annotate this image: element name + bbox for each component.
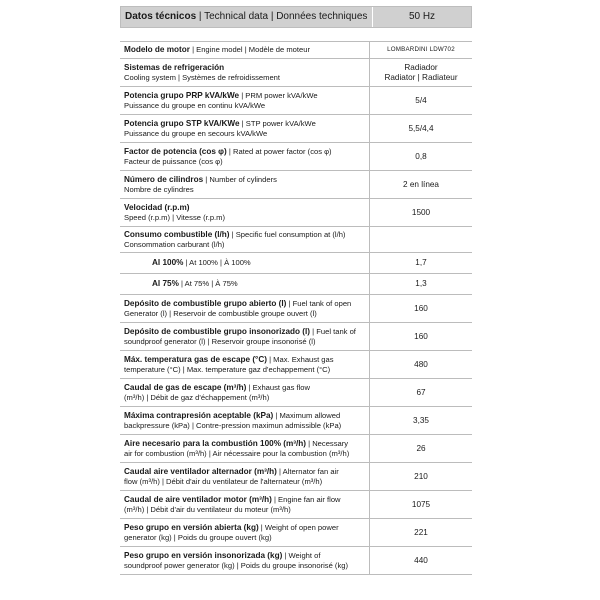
row-label	[120, 351, 370, 378]
row-label-translation: | At 100% | À 100%	[183, 258, 251, 267]
row-label-es: Al 100%	[152, 258, 184, 267]
table-header	[120, 6, 472, 28]
table-row	[120, 59, 472, 87]
row-label-translation: | At 75% | À 75%	[178, 279, 238, 288]
row-label-line1	[124, 411, 365, 421]
row-label-line1	[124, 203, 365, 213]
row-label	[120, 407, 370, 434]
row-label-translation: | Weight of	[282, 550, 321, 560]
table-row	[120, 41, 472, 59]
row-value-main: 0,8	[415, 151, 427, 161]
row-label-translation: | Maximum allowed	[273, 410, 341, 420]
row-label	[120, 87, 370, 114]
row-value	[370, 227, 472, 252]
table-row	[120, 253, 472, 274]
row-label-translation: | Fuel tank of open	[286, 298, 352, 308]
header-title-es: Datos técnicos	[125, 11, 197, 22]
row-value	[370, 295, 472, 322]
row-label-translation: | Max. Exhaust gas	[266, 354, 334, 364]
table-row	[120, 199, 472, 227]
row-label-translation: | Rated at power factor (cos φ)	[226, 146, 332, 156]
row-label-es: Potencia grupo PRP kVA/kWe	[124, 90, 240, 100]
table-row	[120, 407, 472, 435]
row-label	[120, 547, 370, 574]
row-label-line1	[124, 467, 365, 477]
table-row	[120, 547, 472, 575]
row-label-line1	[124, 327, 365, 337]
row-label-es: Potencia grupo STP kVA/KWe	[124, 118, 240, 128]
row-label	[120, 59, 370, 86]
row-label-line2: (m³/h) | Débit de gaz d'échappement (m³/h)	[124, 392, 270, 402]
row-value	[370, 463, 472, 490]
row-label-line1	[124, 63, 365, 73]
row-label-es: Máx. temperatura gas de escape (°C)	[124, 354, 267, 364]
row-label-translation: | Engine fan air flow	[271, 494, 341, 504]
table-row	[120, 87, 472, 115]
row-label	[120, 435, 370, 462]
row-label-line1	[124, 175, 365, 185]
row-label-line2: Nombre de cylindres	[124, 184, 194, 194]
row-value-main: 440	[414, 555, 428, 565]
row-label-line2: Speed (r.p.m) | Vitesse (r.p.m)	[124, 212, 226, 222]
header-title-translations: | Technical data | Données techniques	[196, 11, 368, 22]
row-value-main: 26	[416, 443, 426, 453]
row-value	[370, 143, 472, 170]
row-label	[120, 42, 370, 58]
row-label-translation: | Exhaust gas flow	[246, 382, 311, 392]
row-label-es: Caudal de aire ventilador motor (m³/h)	[124, 494, 272, 504]
row-value-main: LOMBARDINI LDW702	[387, 46, 455, 53]
row-label-line2: Consommation carburant (l/h)	[124, 239, 225, 249]
row-value	[370, 42, 472, 58]
row-value-main: 3,35	[413, 415, 429, 425]
row-label-line2: air for combustion (m³/h) | Air nécessaire pour la combustion (m³/h)	[124, 448, 350, 458]
row-value	[370, 379, 472, 406]
row-label-line2: temperature (°C) | Max. temperature gaz d'echappement (°C)	[124, 364, 331, 374]
row-value-main: 1,3	[415, 279, 427, 288]
row-label-es: Al 75%	[152, 279, 179, 288]
row-label-line2: Generator (l) | Reservoir de combustible groupe ouvert (l)	[124, 308, 317, 318]
row-label-line1	[124, 119, 365, 129]
row-label-es: Velocidad (r.p.m)	[124, 202, 190, 212]
row-label-line2: generator (kg) | Poids du groupe ouvert (kg)	[124, 532, 272, 542]
row-value-main: 5/4	[415, 95, 427, 105]
row-value	[370, 115, 472, 142]
row-label-es: Sistemas de refrigeración	[124, 62, 225, 72]
row-label-line1	[124, 439, 365, 449]
row-label-translation: | Alternator fan air	[276, 466, 339, 476]
row-label	[120, 115, 370, 142]
row-label-translation: | Fuel tank of	[310, 326, 356, 336]
row-value	[370, 199, 472, 226]
table-row	[120, 491, 472, 519]
row-label	[120, 199, 370, 226]
row-value	[370, 491, 472, 518]
row-label-translation: | Specific fuel consumption at (l/h)	[229, 229, 346, 239]
row-label	[120, 227, 370, 252]
row-value-main: 5,5/4,4	[408, 123, 434, 133]
header-title	[121, 7, 372, 27]
table-row	[120, 115, 472, 143]
row-label	[120, 274, 370, 294]
row-label	[120, 463, 370, 490]
row-label-es: Consumo combustible (l/h)	[124, 229, 230, 239]
row-label-line2: Cooling system | Systèmes de refroidissement	[124, 72, 281, 82]
row-label-line1	[124, 230, 365, 240]
row-label-es: Aire necesario para la combustión 100% (m³/h)	[124, 438, 306, 448]
row-label-line2: Puissance du groupe en secours kVA/kWe	[124, 128, 268, 138]
table-row	[120, 323, 472, 351]
row-label-line1	[124, 299, 365, 309]
table-row	[120, 463, 472, 491]
technical-data-table	[120, 6, 472, 575]
row-label-es: Número de cilindros	[124, 174, 204, 184]
row-label-translation: | STP power kVA/kWe	[239, 118, 316, 128]
row-value	[370, 407, 472, 434]
row-label-line1	[124, 45, 365, 55]
row-value-main: 1,7	[415, 258, 427, 267]
row-value-main: Radiador	[404, 62, 438, 72]
row-label-line2: backpressure (kPa) | Contre-pression maximun admissible (kPa)	[124, 420, 342, 430]
table-row	[120, 295, 472, 323]
table-row	[120, 274, 472, 295]
row-label	[120, 491, 370, 518]
row-label-line1	[152, 258, 365, 268]
row-label-line2: soundproof generator (l) | Reservoir groupe insonorisé (l)	[124, 336, 316, 346]
row-label-es: Depósito de combustible grupo insonorizado (l)	[124, 326, 311, 336]
row-label-es: Peso grupo en versión abierta (kg)	[124, 522, 259, 532]
row-label-es: Depósito de combustible grupo abierto (l)	[124, 298, 287, 308]
row-label-line1	[124, 551, 365, 561]
row-label-line1	[152, 279, 365, 289]
row-label-translation: | PRM power kVA/kWe	[239, 90, 318, 100]
row-value	[370, 547, 472, 574]
row-value-main: 210	[414, 471, 428, 481]
row-label	[120, 519, 370, 546]
row-label-es: Máxima contrapresión aceptable (kPa)	[124, 410, 274, 420]
row-label-line1	[124, 91, 365, 101]
row-label-translation: | Number of cylinders	[203, 174, 277, 184]
row-label-line1	[124, 355, 365, 365]
row-value	[370, 274, 472, 294]
row-label	[120, 323, 370, 350]
row-label-es: Factor de potencia (cos φ)	[124, 146, 227, 156]
row-value	[370, 253, 472, 273]
row-label-line1	[124, 147, 365, 157]
row-label-line2: (m³/h) | Débit d'air du ventilateur du moteur (m³/h)	[124, 504, 291, 514]
header-frequency: 50 Hz	[372, 7, 471, 27]
row-label-es: Caudal aire ventilador alternador (m³/h)	[124, 466, 277, 476]
table-row	[120, 435, 472, 463]
row-label-translation: | Necessary	[306, 438, 349, 448]
table-row	[120, 143, 472, 171]
row-value-main: 221	[414, 527, 428, 537]
row-value	[370, 435, 472, 462]
table-body	[120, 41, 472, 575]
table-row	[120, 519, 472, 547]
row-label-line2: flow (m³/h) | Débit d'air du ventilateur de l'alternateur (m³/h)	[124, 476, 323, 486]
row-value-main: 160	[414, 303, 428, 313]
row-label	[120, 253, 370, 273]
table-row	[120, 351, 472, 379]
table-row	[120, 171, 472, 199]
row-label-translation: | Weight of open power	[258, 522, 339, 532]
table-row	[120, 227, 472, 253]
row-label-line1	[124, 523, 365, 533]
row-value	[370, 519, 472, 546]
row-label-es: Modelo de motor	[124, 45, 190, 54]
row-value	[370, 171, 472, 198]
row-value-main: 67	[416, 387, 426, 397]
row-value-main: 1500	[411, 207, 431, 217]
row-label-es: Caudal de gas de escape (m³/h)	[124, 382, 247, 392]
row-value-main: 480	[414, 359, 428, 369]
row-label	[120, 143, 370, 170]
row-label-translation: | Engine model | Modèle de moteur	[189, 45, 310, 54]
row-value	[370, 87, 472, 114]
row-label-line2: Puissance du groupe en continu kVA/kWe	[124, 100, 266, 110]
row-value-main: 2 en línea	[403, 179, 439, 189]
row-value-translation: Radiator | Radiateur	[384, 72, 458, 82]
row-label	[120, 379, 370, 406]
row-label-line2: Facteur de puissance (cos φ)	[124, 156, 223, 166]
row-value	[370, 323, 472, 350]
row-value-main: 160	[414, 331, 428, 341]
row-label-es: Peso grupo en versión insonorizada (kg)	[124, 550, 283, 560]
row-label	[120, 171, 370, 198]
row-label-line1	[124, 495, 365, 505]
table-row	[120, 379, 472, 407]
row-value-main: 1075	[411, 499, 431, 509]
row-label	[120, 295, 370, 322]
row-label-line1	[124, 383, 365, 393]
row-label-line2: soundproof power generator (kg) | Poids du groupe insonorisé (kg)	[124, 560, 349, 570]
row-value	[370, 59, 472, 86]
row-value	[370, 351, 472, 378]
